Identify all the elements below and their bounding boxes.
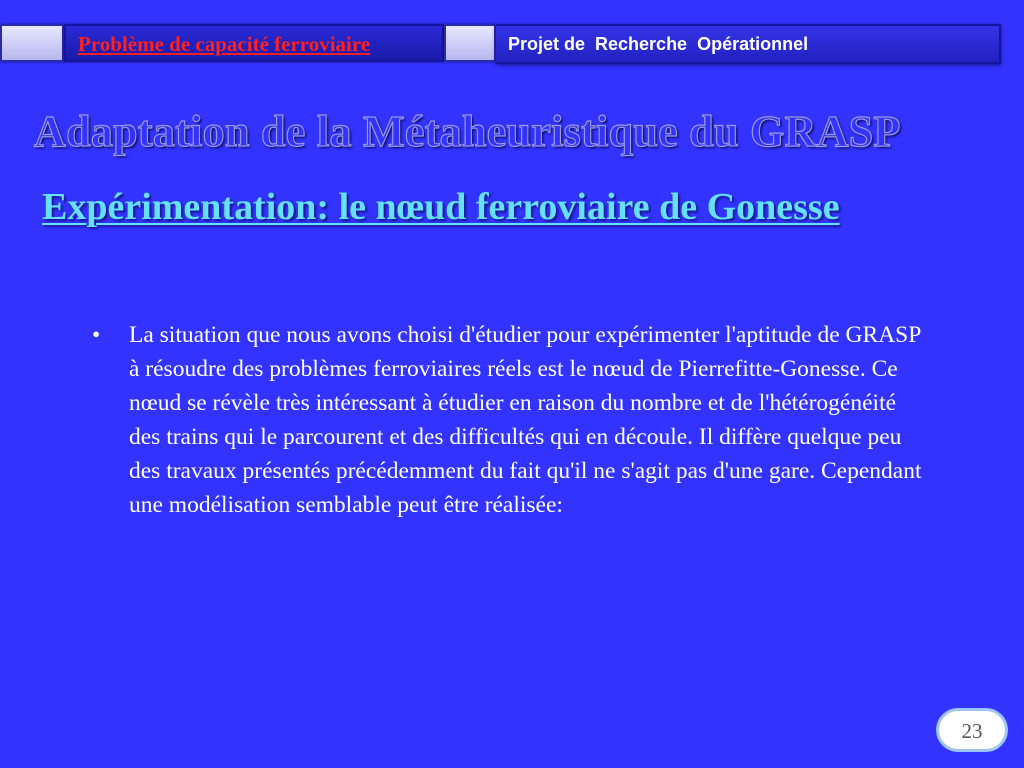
page-number: 23: [961, 719, 983, 743]
slide-subtitle: Expérimentation: le nœud ferroviaire de Gonesse: [42, 186, 840, 228]
project-label: Projet de Recherche Opérationnel: [508, 34, 809, 54]
slide-title: Adaptation de la Métaheuristique du GRASP: [34, 107, 901, 156]
bullet-text: La situation que nous avons choisi d'étudier pour expérimenter l'aptitude de GRASP à résoudre des problèmes ferroviaires réels est le nœud de Pierrefitte-Gonesse. Ce nœud se révèle très intéressant à étudier en raison du nombre et de l'hétérogénéité des trains qui le parcourent et des difficultés qui en découle. Il diffère quelque peu des travaux présentés précédemment du fait qu'il ne s'agit pas d'une gare. Cependant une modélisation semblable peut être réalisée:: [129, 322, 922, 518]
project-label-tab: [496, 24, 1001, 64]
bullet-list: [92, 318, 932, 522]
bullet-item: [92, 318, 932, 522]
section-title: Problème de capacité ferroviaire: [78, 32, 371, 56]
page-number-badge: [936, 708, 1008, 752]
section-title-tab: [64, 24, 444, 62]
header-decor-square-middle: [444, 24, 496, 62]
header-decor-square-left: [0, 24, 64, 62]
bullet-glyph: •: [92, 322, 101, 348]
